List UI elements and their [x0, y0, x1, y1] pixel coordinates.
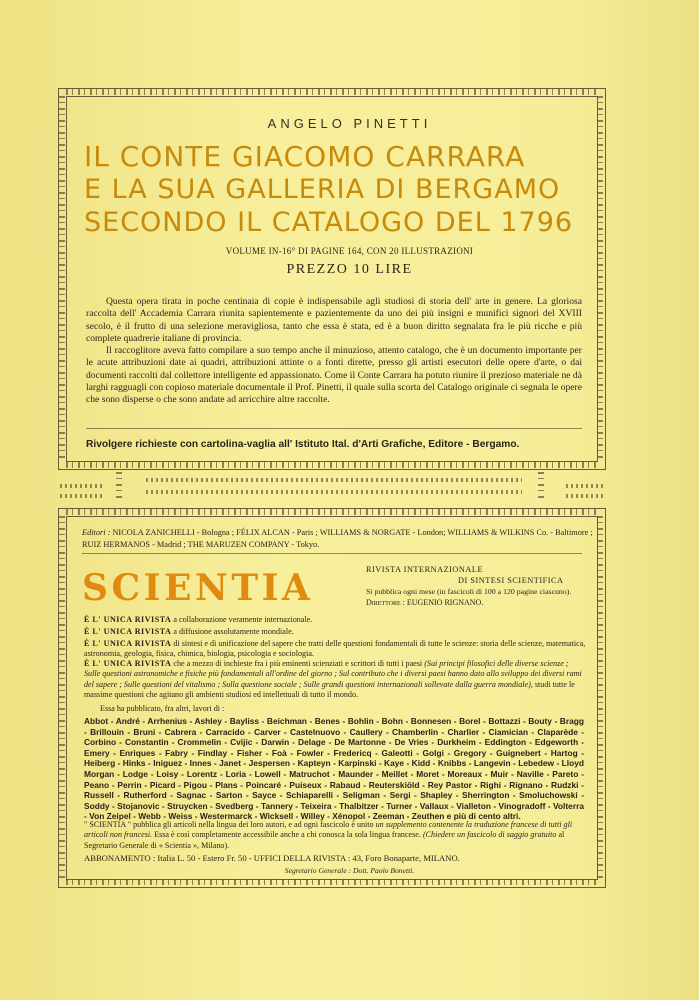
scientia-logo: SCIENTIA [82, 567, 314, 609]
book-title-line-2: E LA SUA GALLERIA DI BERGAMO [84, 174, 561, 205]
journal-type: RIVISTA INTERNAZIONALE [366, 565, 484, 574]
book-title-line-3: SECONDO IL CATALOGO DEL 1796 [84, 207, 574, 238]
separator-dots-right [566, 484, 606, 488]
publishers-list [82, 527, 600, 550]
unica-key-3: È L' UNICA RIVISTA [84, 639, 172, 648]
supplement-text-a: " SCIENTIA " pubblica gli articoli nella lingua dei loro autori, e ad ogni fascicolo è unito [84, 820, 374, 829]
bottom-ad-ornament-top [66, 509, 596, 515]
supplement-text-b: un supplemento contenente la traduzione francese di tutti gli articoli non francesi. [84, 820, 573, 840]
book-description [86, 296, 582, 407]
editors-label: Editori : [82, 528, 111, 537]
director-label: Direttore : [366, 598, 405, 607]
bottom-ad-ornament-right [597, 516, 603, 878]
unica-item-1 [84, 615, 586, 625]
published-intro: Essa ha pubblicato, fra altri, lavori di : [100, 704, 225, 713]
subscription-info: ABBONAMENTO : Italia L. 50 - Estero Fr. 50 - UFFICI DELLA RIVISTA : 43, Foro Bonaparte, MILANO. [84, 853, 460, 863]
unica-key-4: È L' UNICA RIVISTA [84, 659, 172, 668]
separator-dots-left-2 [60, 494, 102, 498]
separator-dots-left [60, 484, 102, 488]
unica-item-3 [84, 639, 586, 660]
unica-key-1: È L' UNICA RIVISTA [84, 615, 172, 624]
separator-dots-right-2 [566, 494, 606, 498]
order-instructions: Rivolgere richieste con cartolina-vaglia all' Istituto Ital. d'Arti Grafiche, Editore - Bergamo. [86, 439, 520, 450]
volume-info: VOLUME IN-16° DI PAGINE 164, CON 20 ILLUSTRAZIONI [225, 246, 474, 256]
unica-text-4a: che a mezzo di inchieste fra i più eminenti scienziati e scrittori di tutti i paesi [173, 659, 423, 668]
supplement-note [84, 820, 584, 851]
supplement-text-e: al Segretario Generale di « Scientia », Milano). [84, 830, 565, 850]
bottom-ad-ornament-left [59, 516, 65, 878]
editors-rule [82, 553, 582, 554]
description-paragraph-2: Il raccoglitore aveva fatto compilare a suo tempo anche il minuzioso, attento catalogo, che è un documento importante per le acute attribuzioni date ai quadri, attribuzioni attinte o a fonti dirette, presso gli artisti esecutori delle opere d'arte, o dai documenti raccolti dal collettore intelligente ed appassionato. Come il Conte Carrara ha potuto riunire il prezioso materiale ne dà larghi ragguagli con copioso materiale documentale il Prof. Pinetti, il quale sulla scorta del Catalogo originale ci segnala le opere che sono disperse o che sono andate ad arricchire altre raccolte. [86, 345, 582, 406]
director-name: EUGENIO RIGNANO. [406, 598, 484, 607]
author: ANGELO PINETTI [267, 116, 432, 131]
journal-description [366, 564, 586, 608]
description-paragraph-1: Questa opera tirata in poche centinaia di copie è indispensabile agli studiosi di storia dell' arte in genere. La gloriosa raccolta dell' Accademia Carrara riunita sapientemente e pazientemente da uno dei più insigni e munifici signori del XVIII secolo, è il frutto di una selezione meravigliosa, tanto che essa è stata, ed è a buon diritto segnalata fra le più ricche e più complete quadrerie italiane di provincia. [86, 296, 582, 344]
editors-text: NICOLA ZANICHELLI - Bologna ; FÉLIX ALCAN - Paris ; WILLIAMS & NORGATE - London; WILLIAMS & WILKINS Co. - Baltimore ; RUIZ HERMANOS - Madrid ; THE MARUZEN COMPANY - Tokyo. [82, 528, 593, 549]
supplement-text-c: Essa è così completamente accessibile anche a chi conosca la sola lingua francese. [154, 830, 421, 840]
separator-dots-center [146, 478, 522, 482]
top-ad-ornament-right [597, 96, 603, 460]
top-ad-ornament-top [66, 89, 596, 95]
top-ad-ornament-bottom [66, 462, 596, 468]
price: PREZZO 10 LIRE [286, 262, 413, 277]
secretary-general: Segretario Generale : Dott. Paolo Bonetti. [284, 866, 415, 875]
separator-dots-center-2 [146, 490, 522, 494]
order-rule [86, 428, 582, 429]
unica-text-4c: studi tutte le massime questioni che agitano gli ambienti studiosi ed intellettuali di tutto il mondo. [84, 679, 575, 700]
journal-subtitle: DI SINTESI SCIENTIFICA [458, 576, 564, 585]
book-title-line-1: IL CONTE GIACOMO CARRARA [84, 140, 526, 173]
unica-text-2: a diffusione assolutamente mondiale. [173, 627, 294, 636]
unica-text-1: a collaborazione veramente internazionale. [173, 615, 313, 624]
unica-key-2: È L' UNICA RIVISTA [84, 627, 172, 636]
journal-frequency: Si pubblica ogni mese (in fascicoli di 100 a 120 pagine ciascuno). [366, 587, 572, 596]
supplement-text-d: (Chiedere un fascicolo di saggio gratuito [422, 830, 557, 840]
bottom-ad-ornament-bottom [66, 879, 596, 885]
separator-post-right [538, 472, 544, 502]
unica-item-4 [84, 659, 586, 701]
journal-director [366, 597, 586, 608]
unica-text-3: di sintesi e di unificazione del sapere che tratti delle questioni fondamentali di tutte le scienze: storia delle scienze, matematica, astronomia, geologia, fisica, chimica, biologia, psicologia e sociologia. [84, 639, 586, 659]
authors-list: Abbot - André - Arrhenius - Ashley - Bayliss - Beichman - Benes - Bohlin - Bohn - Bonnesen - Borel - Bottazzi - Bouty - Bragg - Brillouin - Bruni - Cabrera - Carracido - Carver - Castelnuovo - Caullery - Chamberlin - Charlier - Ciamician - Claparède - Corbino - Constantin - Crommelin - Cvijic - Darwin - Delage - De Martonne - De Vries - Durkheim - Eddington - Edgeworth - Emery - Enriques - Fabry - Findlay - Fisher - Foà - Fowler - Fredericq - Galeotti - Golgi - Gregory - Guignebert - Hartog - Heiberg - Hinks - Iniguez - Innes - Janet - Jespersen - Kapteyn - Karpinski - Kaye - Kidd - Knibbs - Langevin - Lebedew - Lloyd Morgan - Lodge - Loisy - Lorentz - Loria - Lowell - Matruchot - Maunder - Meillet - Moret - Moreaux - Muir - Naville - Pareto - Peano - Perrin - Picard - Pigou - Plans - Poincaré - Puiseux - Rabaud - Reuterskiöld - Rey Pastor - Righi - Rignano - Rudzki - Russell - Rutherford - Sagnac - Sarton - Sayce - Schiaparelli - Seligman - Sergi - Shapley - Sherrington - Smoluchowski - Soddy - Stojanovic - Struycken - Svedberg - Tannery - Teixeira - Thalbitzer - Turner - Vallaux - Vialleton - Vinogradoff - Volterra - Von Zeipel - Webb - Weiss - Westermarck - Wicksell - Willey - Xénopol - Zeeman - Zeuthen e più di cento altri. [84, 716, 584, 822]
separator-post-left [116, 472, 122, 502]
top-ad-ornament-left [59, 96, 65, 460]
unica-text-4b: (Sui principi filosofici delle diverse scienze ; Sulle questioni astronomiche e fisiche più fondamentali all'ordine del giorno ; Sul contributo che i diversi paesi hanno dato allo sviluppo dei diversi rami del sapere ; Sulle questioni del vitalismo ; Sulla questione sociale ; Sulle grandi questioni internazionali sollevate dalla guerra mondiale), [84, 659, 582, 689]
unica-item-2 [84, 627, 586, 637]
